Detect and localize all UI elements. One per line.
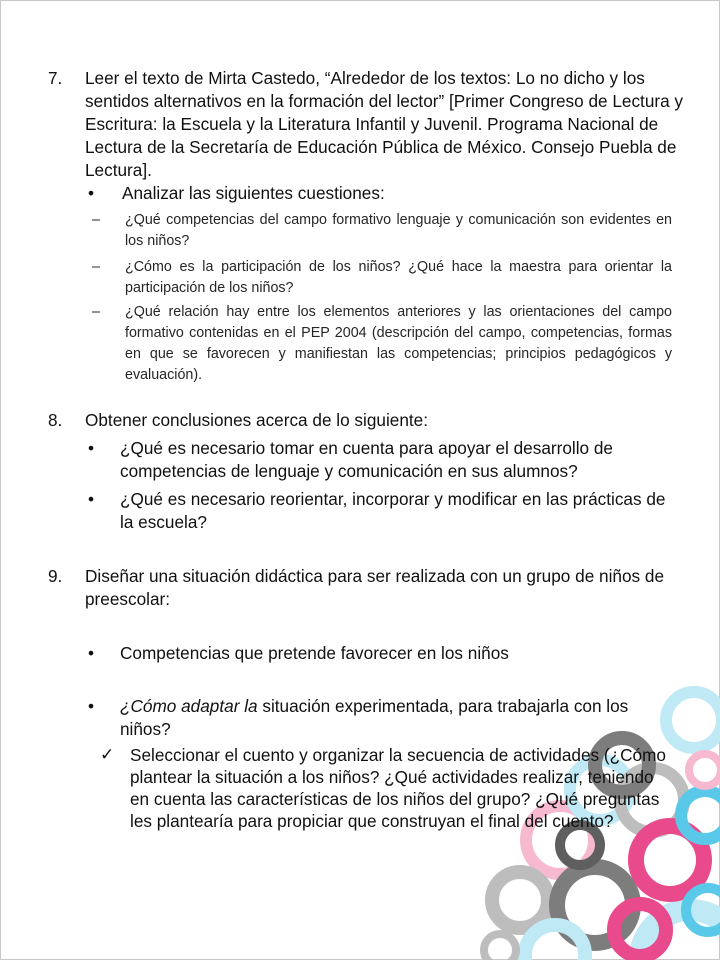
bullet-item xyxy=(88,642,680,665)
checkmark-icon: ✓ xyxy=(100,745,115,764)
bullet-mark: • xyxy=(88,696,95,716)
regular-text: situación experimentada, para trabajarla con los niños? xyxy=(120,696,629,739)
bullet-text: Competencias que pretende favorecer en los niños xyxy=(120,643,509,663)
item-number: 7. xyxy=(48,68,63,88)
bullet-mark: • xyxy=(88,438,95,458)
item-text: Diseñar una situación didáctica para ser realizada con un grupo de niños de preescolar: xyxy=(85,566,665,609)
item-number: 9. xyxy=(48,566,63,586)
sub-item-text: ¿Cómo es la participación de los niños? ¿Qué hace la maestra para orientar la participación de los niños? xyxy=(125,259,672,296)
bullet-mark: • xyxy=(88,643,95,663)
bullet-item xyxy=(88,488,680,534)
bullet-item xyxy=(88,182,678,205)
check-item xyxy=(100,744,670,832)
bullet-text: Analizar las siguientes cuestiones: xyxy=(122,183,385,203)
dash-mark: – xyxy=(92,304,100,320)
sub-item xyxy=(92,210,672,252)
dash-mark: – xyxy=(92,259,100,275)
bullet-item xyxy=(88,695,680,741)
sub-item xyxy=(92,302,672,386)
sub-item xyxy=(92,257,672,299)
bullet-text xyxy=(120,695,680,741)
bullet-item xyxy=(88,437,680,483)
dash-mark: – xyxy=(92,212,100,228)
item-text: Leer el texto de Mirta Castedo, “Alrededor de los textos: Lo no dicho y los sentidos alternativos en la formación del lector” [Primer Congreso de Lectura y Escritura: la Escuela y la Literatura Infantil y Juvenil. Programa Nacional de Lectura de la Secretaría de Educación Pública de México. Consejo Puebla de Lectura]. xyxy=(85,68,684,180)
item-text: Obtener conclusiones acerca de lo siguiente: xyxy=(85,410,429,430)
check-item-text: Seleccionar el cuento y organizar la secuencia de actividades (¿Cómo plantear la situación a los niños? ¿Qué actividades realizar, teniendo en cuenta las características de los niños del grupo? ¿Qué preguntas les plantearía para propiciar que construyan el final del cuento? xyxy=(130,745,666,831)
list-item-8 xyxy=(48,409,684,432)
bullet-text: ¿Qué es necesario reorientar, incorporar y modificar en las prácticas de la escuela? xyxy=(120,489,666,532)
sub-item-text: ¿Qué competencias del campo formativo lenguaje y comunicación son evidentes en los niños? xyxy=(125,212,672,249)
list-item-7 xyxy=(48,67,684,182)
sub-item-text: ¿Qué relación hay entre los elementos anteriores y las orientaciones del campo formativo contenidas en el PEP 2004 (descripción del campo, competencias, formas en que se favorecen y manifiestan las competencias; principios pedagógicos y evaluación). xyxy=(125,304,672,383)
bullet-mark: • xyxy=(88,489,95,509)
item-number: 8. xyxy=(48,410,63,430)
bullet-mark: • xyxy=(88,183,95,203)
bullet-text: ¿Qué es necesario tomar en cuenta para apoyar el desarrollo de competencias de lenguaje y comunicación en sus alumnos? xyxy=(120,438,613,481)
italic-text: ¿Cómo adaptar la xyxy=(120,696,258,716)
list-item-9 xyxy=(48,565,684,611)
